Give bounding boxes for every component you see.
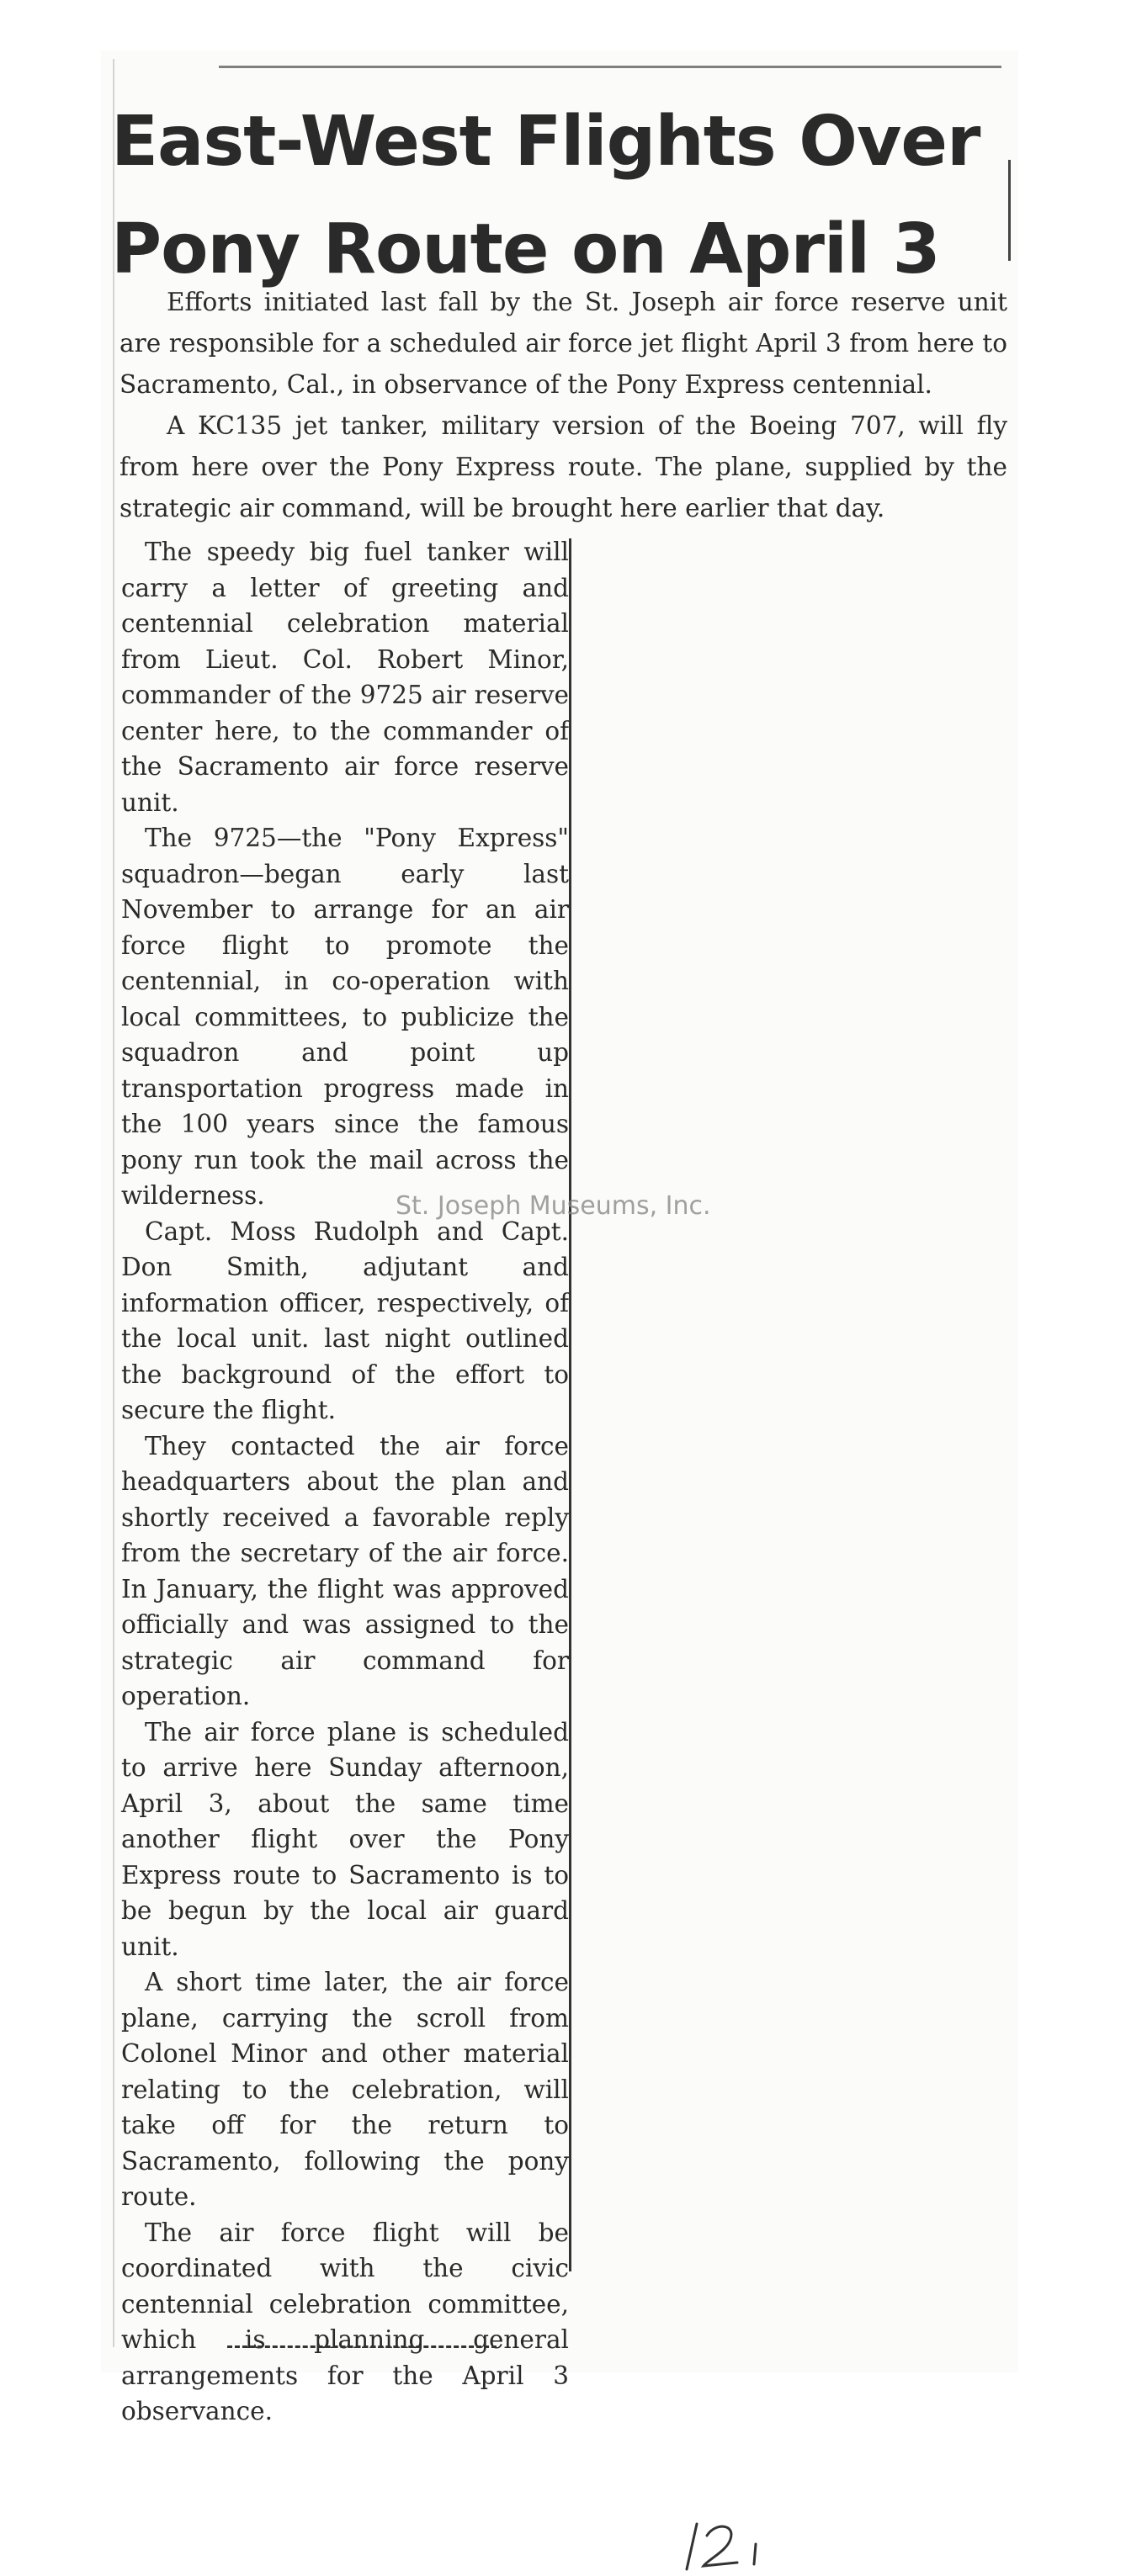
article-column — [121, 534, 569, 2430]
top-rule — [219, 66, 1001, 68]
watermark: St. Joseph Museums, Inc. — [396, 1191, 711, 1221]
handwritten-number — [682, 2517, 774, 2576]
column-paragraph: The air force plane is scheduled to arrive here Sunday afternoon, April 3, about the same time another flight over the Pony Express route to Sacramento is to be begun by the local air guard unit. — [121, 1717, 569, 1961]
right-margin-mark — [1008, 160, 1011, 261]
headline-line-1: East-West Flights Over — [111, 102, 980, 182]
column-rule — [569, 538, 571, 2271]
lead-paragraph: A KC135 jet tanker, military version of the Boeing 707, will fly from here over the Pony Express route. The plane, supplied by the strategic air command, will be brought here earlier that day. — [120, 411, 1007, 522]
column-paragraph: The 9725—the "Pony Express" squadron—began early last November to arrange for an air force flight to promote the centennial, in co-operation with local committees, to publicize the squadron and point up transportation progress made in the 100 years since the famous pony run took the mail across the wilderness. — [121, 824, 569, 1210]
column-paragraph: The air force flight will be coordinated with the civic centennial celebration committee, which is planning general arrangements for the April 3 observance. — [121, 2218, 569, 2425]
lead-section — [120, 282, 1007, 529]
column-paragraph: The speedy big fuel tanker will carry a letter of greeting and centennial celebration material from Lieut. Col. Robert Minor, commander of the 9725 air reserve center here, to the commander of the Sacramento air force reserve unit. — [121, 538, 569, 817]
column-paragraph: A short time later, the air force plane, carrying the scroll from Colonel Minor and other material relating to the celebration, will take off for the return to Sacramento, following the pony route. — [121, 1968, 569, 2211]
headline-line-2: Pony Route on April 3 — [111, 209, 940, 289]
column-paragraph: Capt. Moss Rudolph and Capt. Don Smith, adjutant and information officer, respectively, of the local unit. last night outlined the background of the effort to secure the flight. — [121, 1216, 569, 1424]
headline — [111, 88, 1003, 304]
column-paragraph: They contacted the air force headquarters about the plan and shortly received a favorable reply from the secretary of the air force. In January, the flight was approved officially and was assigned to the strategic air command for operation. — [121, 1431, 569, 1710]
bottom-rule — [227, 2345, 497, 2348]
lead-paragraph: Efforts initiated last fall by the St. Joseph air force reserve unit are responsible for a scheduled air force jet flight April 3 from here to Sacramento, Cal., in observance of the Pony Express centennial. — [120, 288, 1007, 399]
left-margin-line — [113, 59, 114, 2347]
